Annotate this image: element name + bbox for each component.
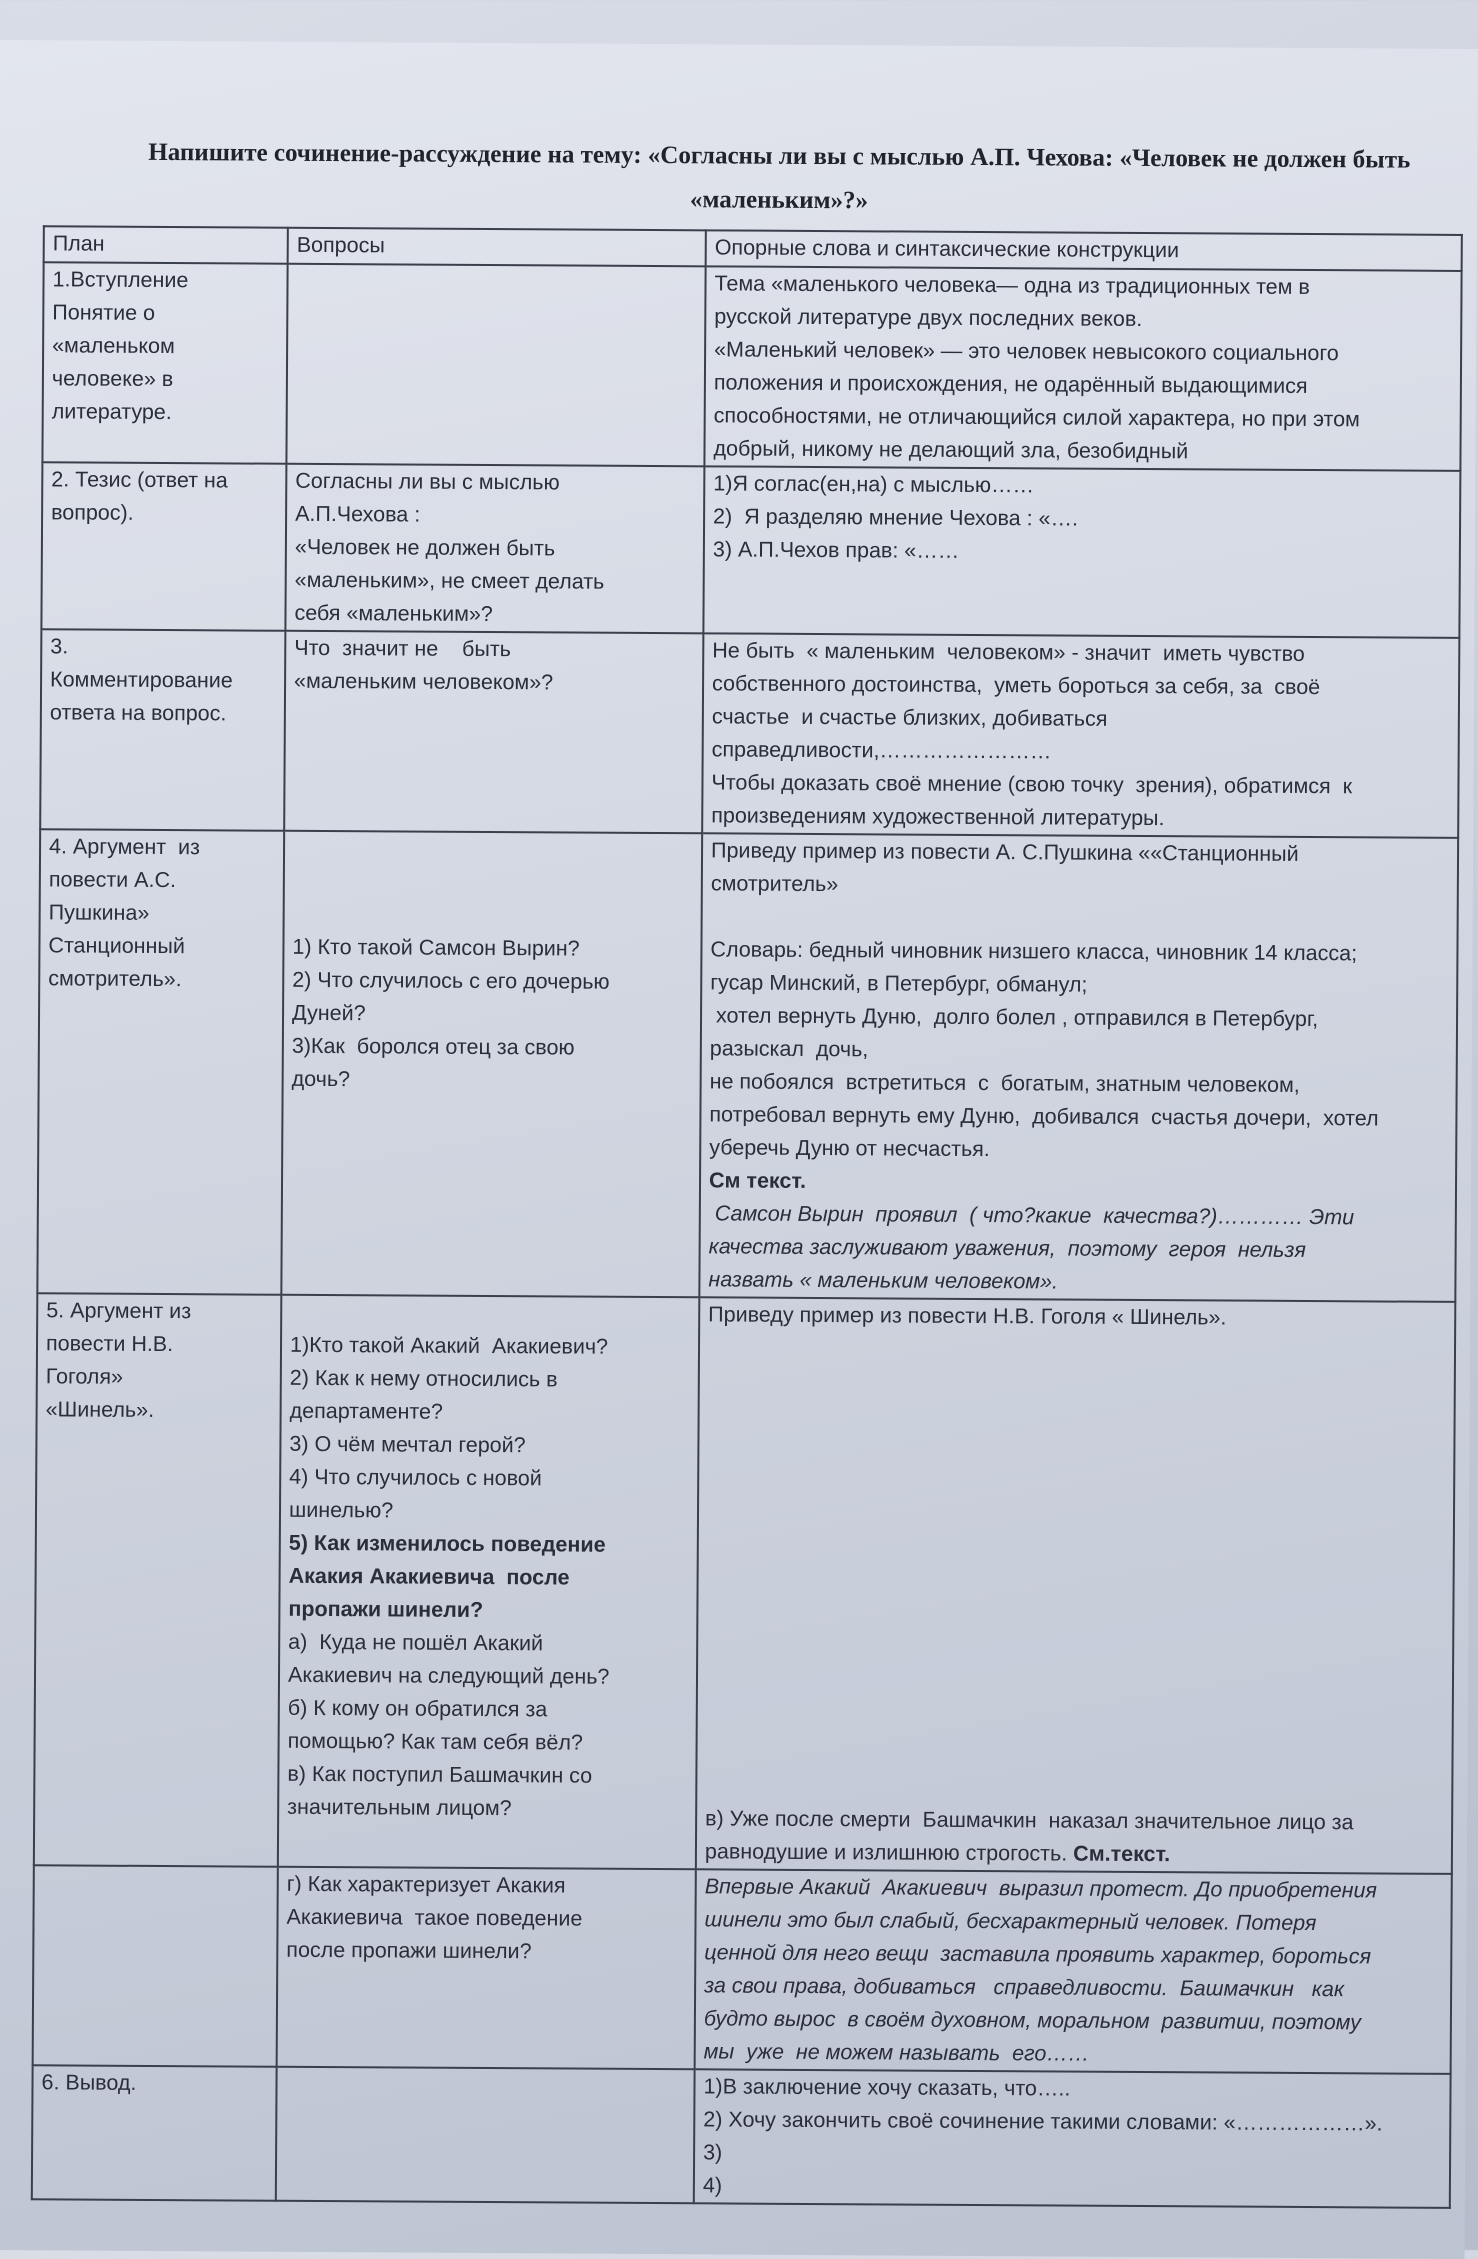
plan-line: 3. [50,634,69,659]
support-line: потребовал вернуть ему Дуню, добивался счастья дочери, хотел [709,1102,1379,1131]
plan-cell [33,1865,278,2066]
support-line [705,1835,1443,1873]
plan-line: литературе. [51,399,172,425]
question-line: 3) О чём мечтал герой? [289,1431,526,1458]
support-line: смотритель» [710,871,839,897]
title-line: «маленьким»?» [689,186,869,215]
support-line: Не быть « маленьким человеком» - значит иметь чувство [712,638,1305,666]
support-content [703,2070,1442,2207]
support-line [705,1802,1443,1840]
plan-cell [40,629,285,830]
support-top [713,467,1452,571]
question-line: Что значит не быть [294,635,512,662]
support-top [713,267,1452,470]
support-line: счастье и счастье близких, добиваться [711,704,1108,731]
assignment-title [99,131,1460,227]
question-line: 5) Как изменилось поведение [288,1530,606,1557]
support-line: уберечь Дуню от несчастья. [709,1135,990,1162]
question-line: 1)Кто такой Акакий Акакиевич? [289,1332,609,1359]
support-line: Приведу пример из повести А. С.Пушкина ««Станционный [710,838,1299,866]
title-line: Напишите сочинение-рассуждение на тему: «Согласны ли вы с мыслью А.П. Чехова: «Человек не должен быть [148,138,1411,174]
essay-plan-table [31,225,1463,2209]
support-line: не побоялся встретиться с богатым, знатным человеком, [709,1069,1300,1097]
question-line: помощью? Как там себя вёл? [287,1728,583,1755]
support-content [704,1870,1443,2073]
plan-line: 6. Вывод. [41,2070,137,2095]
table-row [34,1293,1455,1874]
support-text: в) Уже после смерти Башмачкин наказал значительное лицо за [705,1806,1354,1835]
see-text-note: См.текст. [1073,1841,1171,1867]
table-row [32,2065,1451,2208]
question-line: департаменте? [289,1398,443,1424]
question-line: после пропажи шинели? [286,1937,532,1964]
question-line: 1) Кто такой Самсон Вырин? [292,934,580,961]
plan-line: «Шинель». [45,1397,155,1422]
support-content [708,834,1449,1300]
support-line: 4) [702,2173,723,2198]
plan-line: смотритель». [48,966,182,992]
support-cell [702,633,1459,838]
question-line: А.П.Чехова : [295,501,421,527]
header-support: Опорные слова и синтаксические конструкции [706,230,1462,271]
plan-line: Понятие о [52,300,156,325]
question-line [293,898,693,933]
support-line: 2) Хочу закончить своё сочинение такими словами: «………………». [703,2107,1383,2136]
question-line: Согласны ли вы с мыслью [295,468,560,495]
support-top [708,834,1449,1300]
questions-cell [281,831,702,1298]
question-line [293,832,693,867]
plan-cell [32,2065,277,2200]
question-line: дочь? [291,1066,351,1092]
document-sheet [0,40,1478,2259]
plan-cell [34,1293,281,1866]
question-line: Акакия Акакиевича после [288,1563,570,1590]
table-row [33,1865,1452,2074]
support-cell [696,1297,1455,1874]
question-line: «маленьким», не смеет делать [294,567,605,594]
support-line: «Маленький человек» — это человек невысокого социального [714,337,1339,366]
question-line: а) Куда не пошёл Акакий [288,1629,544,1656]
plan-line: вопрос). [51,500,134,525]
plan-cell [41,462,286,630]
question-line: 4) Что случилось с новой [289,1464,542,1491]
support-line: русской литературе двух последних веков. [714,304,1143,331]
support-line: хотел вернуть Дуню, долго болел , отправился в Петербург, [709,1003,1319,1032]
plan-line: человеке» в [51,366,174,392]
support-cell [703,466,1460,638]
plan-cell [37,829,284,1294]
question-line: Акакиевича такое поведение [286,1904,583,1931]
support-cell [694,2069,1451,2208]
question-line: значительным лицом? [287,1794,512,1821]
support-line: 1)В заключение хочу сказать, что….. [703,2074,1071,2101]
question-line: «Человек не должен быть [294,534,556,561]
support-line: назвать « маленьким человеком». [708,1267,1059,1294]
support-line: Приведу пример из повести Н.В. Гоголя « Шинель». [708,1302,1227,1330]
question-line: б) К кому он обратился за [287,1695,548,1722]
table-row [37,829,1458,1302]
questions-cell [278,1295,699,1870]
plan-line: 2. Тезис (ответ на [51,467,228,493]
support-line: 3) [703,2140,723,2165]
support-line: добрый, никому не делающий зла, безобидный [713,436,1189,464]
support-line: 3) А.П.Чехов прав: «…… [712,537,960,563]
question-line: 3)Как боролся отец за свою [291,1033,575,1060]
questions-cell [286,264,705,467]
question-line: г) Как характеризует Акакия [286,1871,566,1898]
support-content [713,267,1452,470]
support-content [705,1298,1446,1872]
support-line: ценной для него вещи заставила проявить характер, бороться [704,1940,1372,1969]
support-line: разыскал дочь, [709,1036,869,1062]
questions-cell [276,2067,695,2204]
header-questions: Вопросы [288,228,706,267]
plan-line: Гоголя» [45,1364,124,1389]
support-line: Тема «маленького человека— одна из традиционных тем в [714,271,1310,300]
plan-line: 4. Аргумент из [49,834,200,860]
support-line: Впервые Акакий Акакиевич выразил протест. До приобретения [704,1874,1378,1903]
plan-line: ответа на вопрос. [49,700,227,726]
table-row [40,629,1459,838]
question-line: Дуней? [291,1000,366,1026]
table-row [42,262,1461,471]
question-line: в) Как поступил Башмачкин со [287,1761,593,1788]
plan-line: «маленьком [52,333,175,359]
plan-cell [42,262,287,463]
support-top [711,634,1450,837]
support-line: мы уже не можем называть его…… [703,2039,1090,2066]
support-line: гусар Минский, в Петербург, обманул; [710,970,1088,997]
plan-line: повести Н.В. [45,1331,174,1357]
question-line [290,1296,690,1331]
support-line: Самсон Вырин проявил ( что?какие качества?)………… Эти [708,1201,1355,1230]
support-line: шинели это был слабый, бесхарактерный человек. Потеря [704,1907,1317,1936]
plan-line: повести А.С. [48,867,177,893]
support-line: собственного достоинства, уметь бороться за себя, за своё [712,671,1321,700]
support-line: качества заслуживают уважения, поэтому героя нельзя [708,1234,1306,1262]
support-line: См текст. [708,1168,807,1193]
plan-line: 5. Аргумент из [46,1298,192,1324]
support-line: положения и происхождения, не одарённый выдающимися [713,370,1308,398]
plan-line: 1.Вступление [52,267,189,293]
support-top [703,2070,1442,2207]
questions-cell [285,464,704,634]
support-line: за свои права, добиваться справедливости. Башмачкин как [704,1973,1345,2002]
support-line: Словарь: бедный чиновник низшего класса, чиновник 14 класса; [710,937,1358,966]
question-line: 2) Что случилось с его дочерью [292,967,610,994]
plan-line: Комментирование [50,667,233,693]
support-content [711,634,1450,837]
support-line: 1)Я соглас(ен,на) с мыслью…… [713,471,1035,498]
questions-cell [284,631,703,834]
question-line: Акакиевич на следующий день? [287,1662,610,1689]
support-top [704,1870,1443,2073]
support-text: равнодушие и излишнюю строгость. [704,1839,1074,1866]
table-row [41,462,1460,638]
support-cell [699,833,1458,1302]
support-line: Чтобы доказать своё мнение (свою точку зрения), обратимся к [711,770,1353,799]
question-line: пропажи шинели? [288,1596,484,1622]
question-line: «маленьким человеком»? [294,668,554,695]
question-line: шинелью? [288,1497,394,1523]
question-line [293,865,693,900]
support-line: справедливости,…………………… [711,737,1052,764]
questions-cell [277,1867,696,2070]
support-line: произведениям художественной литературы. [711,803,1165,831]
support-line: 2) Я разделяю мнение Чехова : «…. [713,504,1079,531]
header-plan: План [44,226,288,263]
support-line: будто вырос в своём духовном, моральном развитии, поэтому [703,2006,1362,2035]
plan-line: Пушкина» [48,900,150,925]
support-bottom [705,1802,1443,1873]
support-line [711,900,1449,938]
support-top [708,1298,1446,1336]
question-line: себя «маленьким»? [294,600,493,627]
question-line: 2) Как к нему относились в [289,1365,558,1392]
support-content [713,467,1452,571]
support-line: способностями, не отличающийся силой характера, но при этом [713,403,1360,432]
plan-line: Станционный [48,933,186,959]
support-cell [704,266,1461,471]
support-cell [695,1869,1452,2074]
